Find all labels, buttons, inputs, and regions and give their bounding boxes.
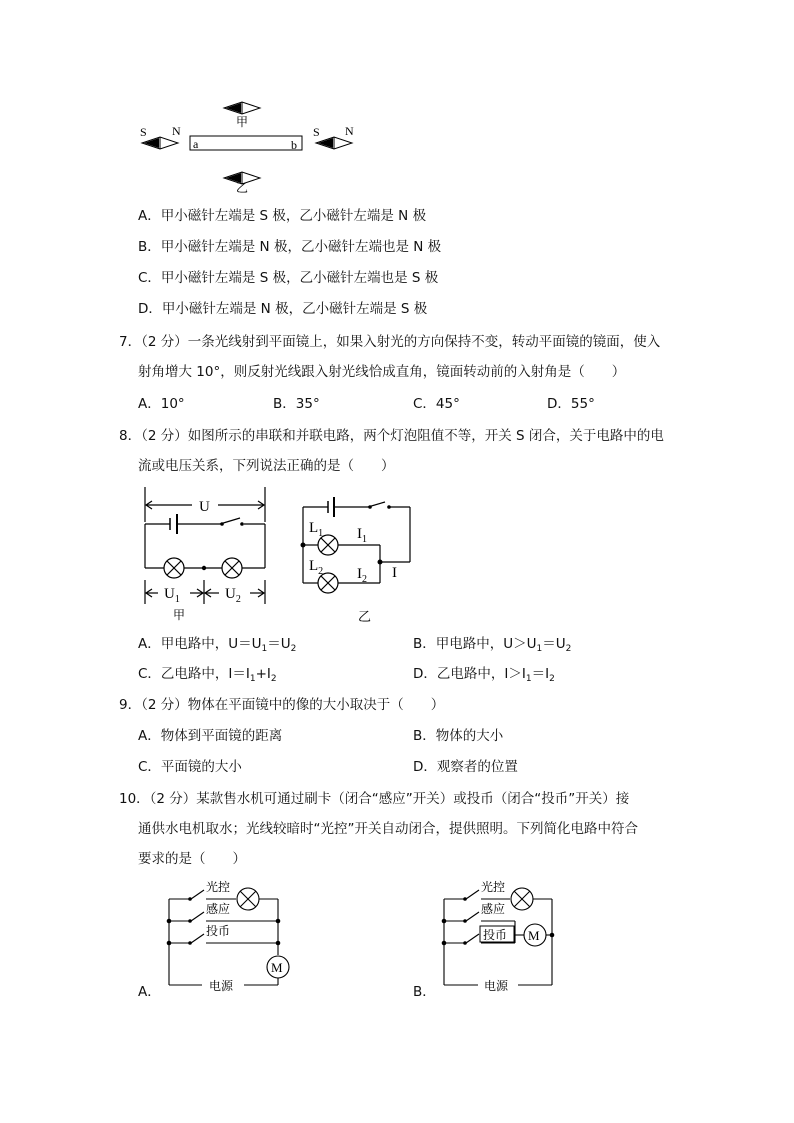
- q10-stem-line1: 10．（2 分）某款售水机可通过刷卡（闭合“感应”开关）或投币（闭合“投币”开关）接: [119, 791, 630, 807]
- svg-text:N: N: [345, 124, 354, 138]
- fig-yi-caption: 乙: [358, 610, 372, 625]
- q9-option-b: B．物体的大小: [413, 728, 504, 744]
- svg-text:光控: 光控: [481, 880, 506, 894]
- svg-text:M: M: [528, 928, 540, 943]
- q6-option-d: D．甲小磁针左端是 N 极，乙小磁针左端是 S 极: [138, 301, 428, 317]
- svg-text:投币: 投币: [206, 924, 231, 938]
- svg-text:电源: 电源: [209, 979, 234, 993]
- q7-option-d: D．55°: [547, 396, 595, 412]
- q10-stem-line3: 要求的是（ ）: [138, 851, 246, 867]
- q7-stem-line2: 射角增大 10°，则反射光线跟入射光线恰成直角，镜面转动前的入射角是（ ）: [138, 364, 626, 380]
- q8-option-d: D．乙电路中，$I>I_1=I_2$: [413, 666, 555, 684]
- q8-option-c: C．乙电路中，$I=I_1+I_2$: [138, 666, 277, 684]
- q9-option-a: A．物体到平面镜的距离: [138, 728, 283, 744]
- q10-option-b-label: B．: [413, 984, 436, 1000]
- svg-text:光控: 光控: [206, 880, 231, 894]
- svg-text:L1: $L_1$: [309, 520, 324, 539]
- q8-stem-line1: 8．（2 分）如图所示的串联和并联电路，两个灯泡阻值不等，开关 S 闭合，关于电路中的电: [119, 428, 664, 444]
- svg-text:S: S: [313, 125, 320, 139]
- q10-stem-line2: 通供水电机取水；光线较暗时“光控”开关自动闭合，提供照明。下列简化电路中符合: [138, 821, 638, 837]
- svg-text:I2: $I_2$: [357, 566, 367, 585]
- q8-option-b: B．甲电路中，$U>U_1=U_2$: [413, 636, 572, 654]
- q7-stem-line1: 7．（2 分）一条光线射到平面镜上，如果入射光的方向保持不变，转动平面镜的镜面，使入: [119, 334, 661, 350]
- svg-text:N: N: [172, 124, 181, 138]
- q10-option-a-label: A．: [138, 984, 161, 1000]
- q9-option-c: C．平面镜的大小: [138, 759, 242, 775]
- needle-bottom-label: 乙: [236, 181, 249, 195]
- q7-option-b: B．35°: [273, 396, 320, 412]
- fig-jia-caption: 甲: [173, 608, 186, 622]
- q9-option-d: D．观察者的位置: [413, 759, 518, 775]
- q7-option-c: C．45°: [413, 396, 460, 412]
- svg-text:S: S: [140, 125, 147, 139]
- svg-text:投币: 投币: [483, 928, 508, 942]
- q6-option-a: A．甲小磁针左端是 S 极，乙小磁针左端是 N 极: [138, 208, 427, 224]
- svg-text:电源: 电源: [484, 979, 509, 993]
- q8-option-a: A．甲电路中，$U=U_1=U_2$: [138, 636, 297, 654]
- svg-text:感应: 感应: [206, 902, 231, 916]
- svg-text:U1: $U_1$: [164, 586, 180, 605]
- svg-text:U2: $U_2$: [225, 586, 241, 605]
- svg-text:U: U: [199, 499, 210, 515]
- svg-text:I: I: [392, 565, 397, 581]
- svg-text:a: a: [193, 137, 199, 151]
- q8-stem-line2: 流或电压关系，下列说法正确的是（ ）: [138, 458, 395, 474]
- q7-option-a: A．10°: [138, 396, 185, 412]
- svg-text:I1: $I_1$: [357, 526, 367, 545]
- q9-stem: 9．（2 分）物体在平面镜中的像的大小取决于（ ）: [119, 697, 445, 713]
- q6-option-c: C．甲小磁针左端是 S 极，乙小磁针左端也是 S 极: [138, 270, 439, 286]
- needle-top-label: 甲: [236, 115, 249, 129]
- svg-text:M: M: [271, 960, 283, 975]
- svg-text:b: b: [291, 138, 297, 152]
- svg-text:L2: $L_2$: [309, 558, 324, 577]
- q6-option-b: B．甲小磁针左端是 N 极，乙小磁针左端也是 N 极: [138, 239, 442, 255]
- svg-text:感应: 感应: [481, 902, 506, 916]
